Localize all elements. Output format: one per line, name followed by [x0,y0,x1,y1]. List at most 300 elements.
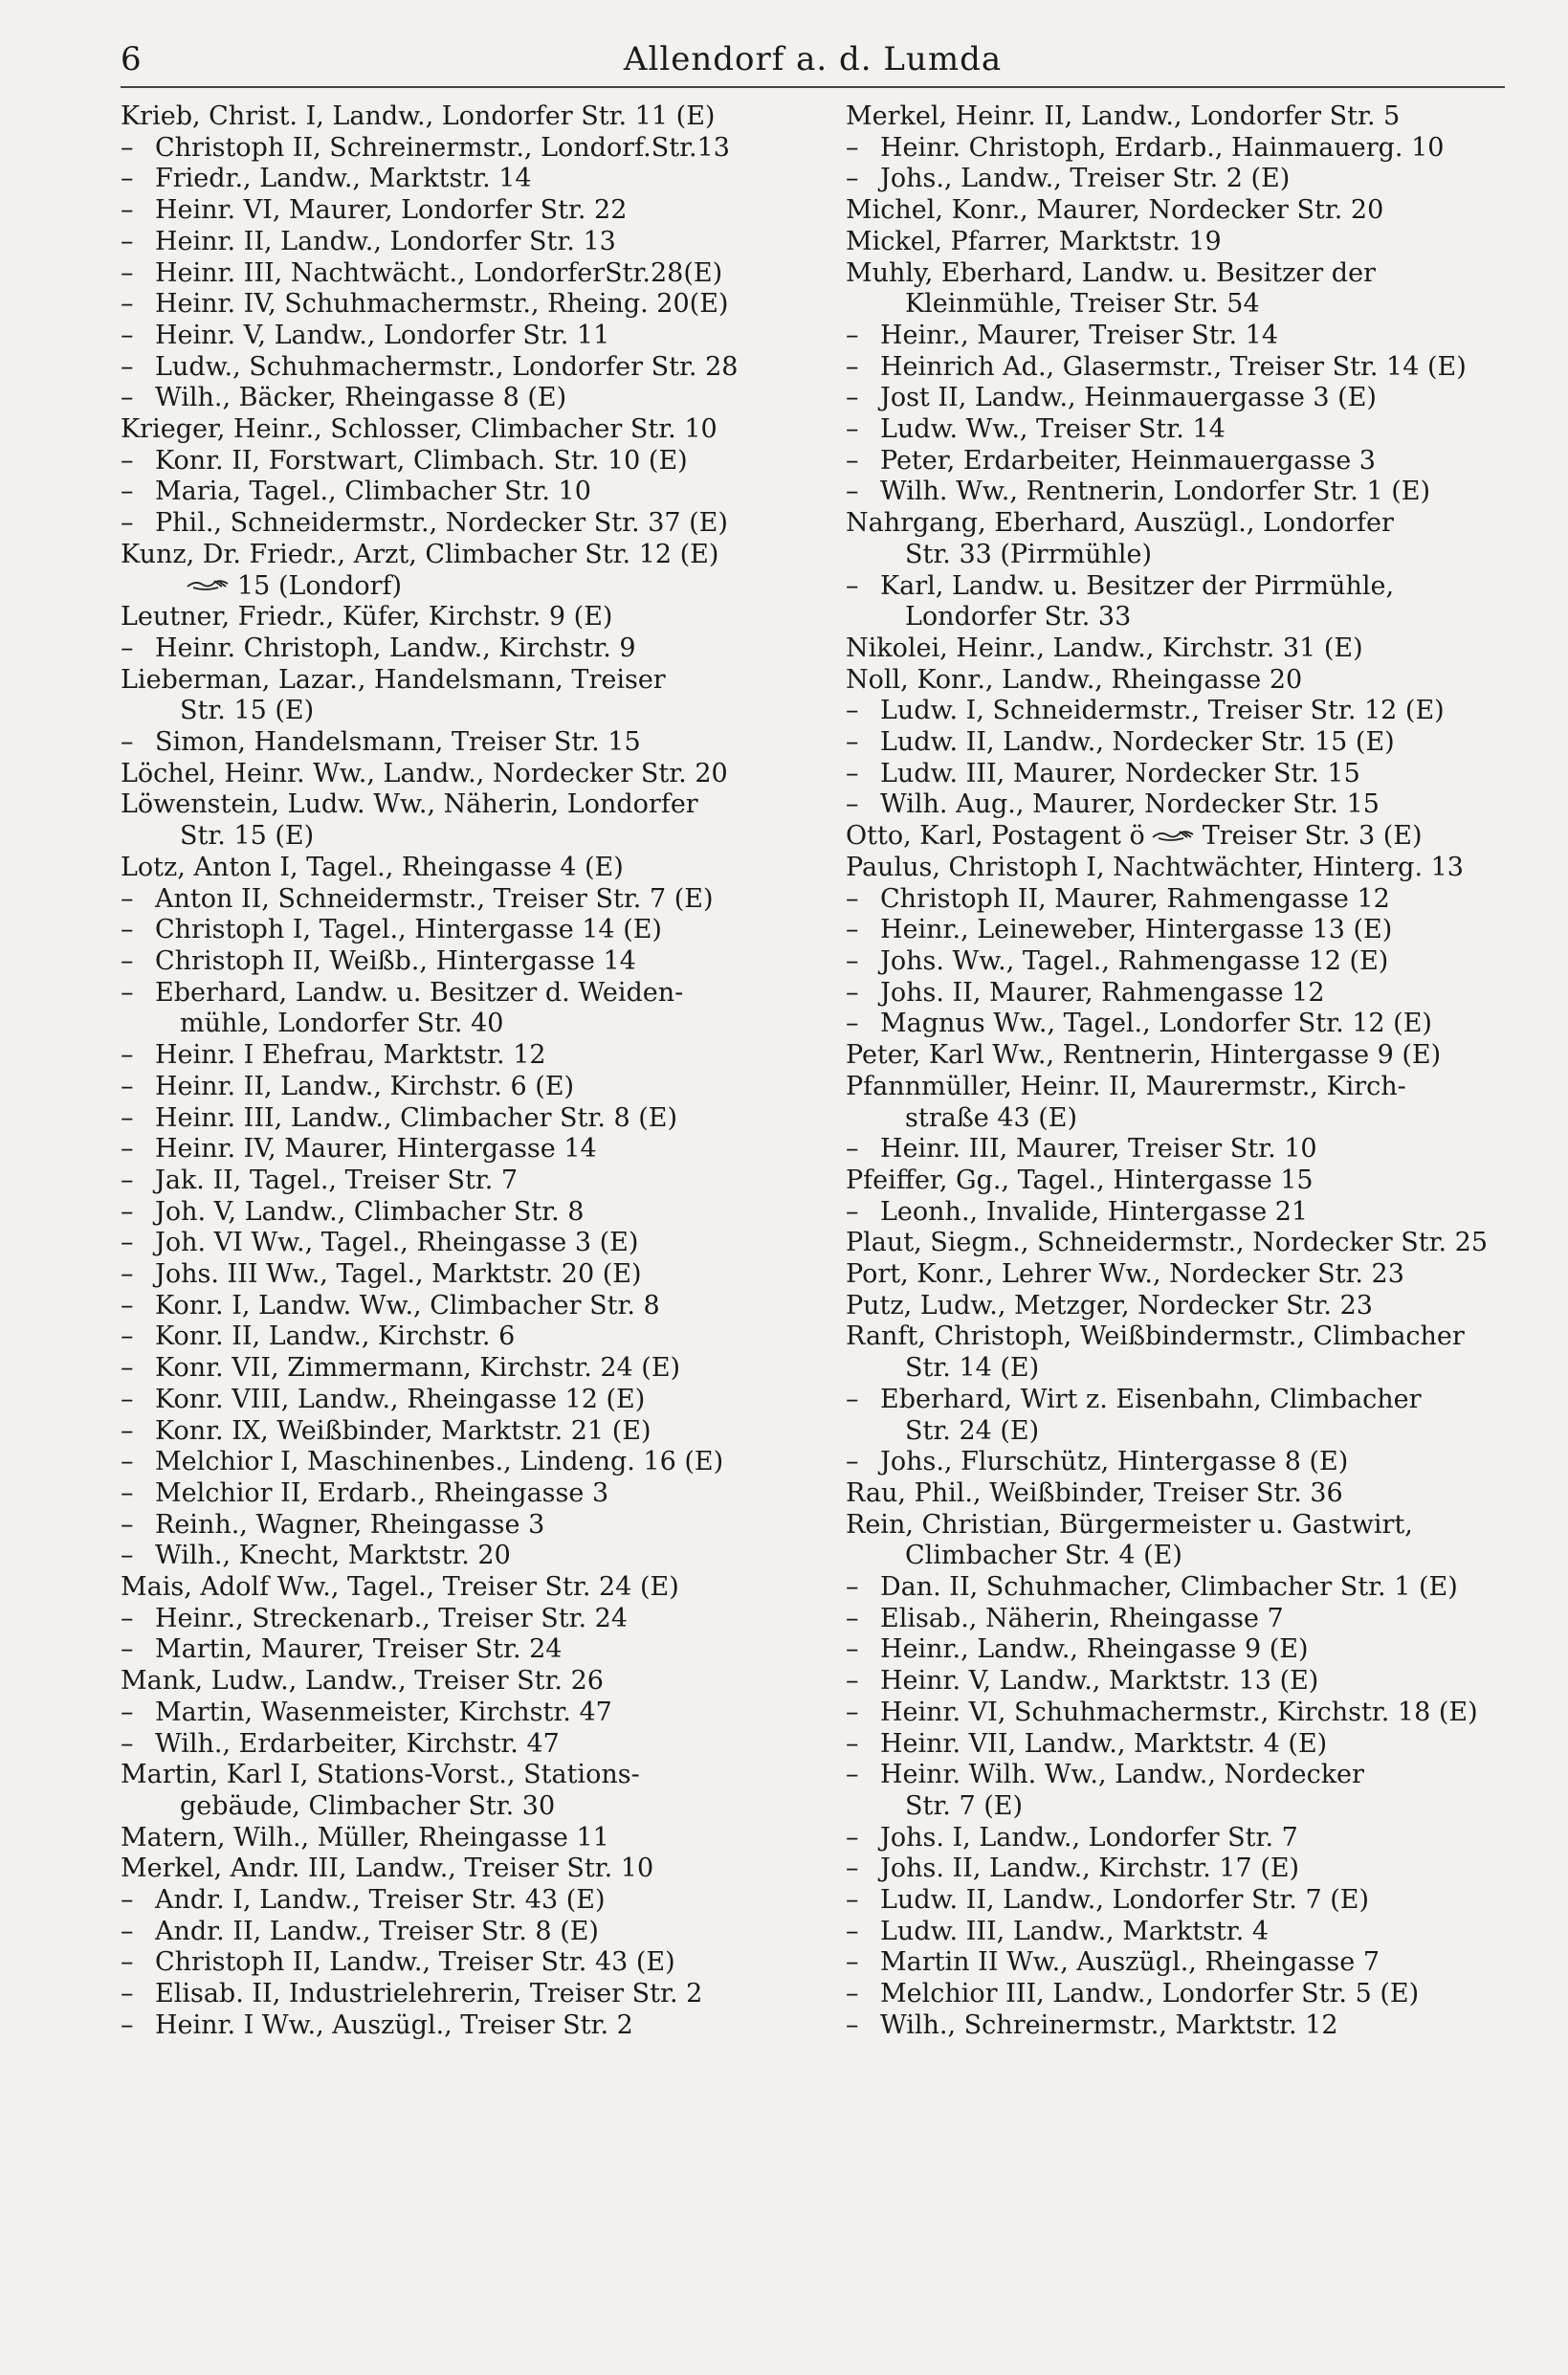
dash-mark: – [121,1353,134,1384]
entry-text: Johs. III Ww., Tagel., Marktstr. 20 (E) [155,1259,642,1290]
entry-text: Johs. I, Landw., Londorfer Str. 7 [880,1822,1298,1853]
entry-text: Joh. V, Landw., Climbacher Str. 8 [155,1196,585,1227]
entry-text: Str. 24 (E) [905,1415,1040,1446]
entry-text: Peter, Erdarbeiter, Heinmauergasse 3 [880,445,1376,476]
sub-entry [121,1134,790,1165]
sub-entry [121,1353,790,1385]
dash-mark: – [846,727,859,758]
dash-mark: – [846,1822,859,1853]
entry-text: Konr. IX, Weißbinder, Marktstr. 21 (E) [155,1415,651,1446]
entry-continuation [846,1103,1515,1135]
dash-mark: – [846,1572,859,1603]
sub-entry [121,383,790,414]
dash-mark: – [846,945,859,976]
sub-entry [846,696,1515,727]
entry-text: Heinr. Wilh. Ww., Landw., Nordecker [880,1760,1364,1790]
sub-entry [121,633,790,665]
dash-mark: – [846,1728,859,1759]
dash-mark: – [121,1885,134,1916]
dash-mark: – [846,1916,859,1946]
sub-entry [846,1729,1515,1761]
entry-text: Wilh., Schreinermstr., Marktstr. 12 [880,2009,1338,2040]
sub-entry [121,1729,790,1761]
entry [846,1228,1515,1259]
entry-text: Mickel, Pfarrer, Marktstr. 19 [846,226,1222,256]
sub-entry [121,258,790,290]
entry-text: Heinr. I Ww., Auszügl., Treiser Str. 2 [155,2009,633,2040]
entry [846,633,1515,665]
dash-mark: – [121,2009,134,2040]
dash-mark: – [121,226,134,256]
entry-text: Krieger, Heinr., Schlosser, Climbacher Str. 10 [121,414,718,445]
sub-entry [846,477,1515,508]
entry [846,1259,1515,1291]
entry-text: Heinr. II, Landw., Kirchstr. 6 (E) [155,1071,575,1101]
entry [121,665,790,697]
dash-mark: – [121,1384,134,1414]
entry-text: Muhly, Eberhard, Landw. u. Besitzer der [846,257,1376,288]
entry [121,414,790,446]
dash-mark: – [846,977,859,1008]
entry-text: Nikolei, Heinr., Landw., Kirchstr. 31 (E) [846,633,1363,663]
entry [121,1823,790,1854]
dash-mark: – [846,1885,859,1916]
entry [846,853,1515,884]
entry-text: Str. 15 (E) [180,821,315,852]
sub-entry [846,946,1515,978]
sub-entry [121,508,790,540]
entry-text: Ludw. Ww., Treiser Str. 14 [880,414,1226,445]
entry-text: Heinr. V, Landw., Londorfer Str. 11 [155,320,610,350]
sub-entry [121,1072,790,1103]
entry-text: Pfannmüller, Heinr. II, Maurermstr., Kirch- [846,1071,1406,1101]
dash-mark: – [121,195,134,226]
entry-text: Eberhard, Wirt z. Eisenbahn, Climbacher [880,1384,1422,1414]
entry-text: Merkel, Heinr. II, Landw., Londorfer Str. 5 [846,101,1401,131]
dash-mark: – [121,351,134,382]
entry [121,101,790,133]
entry-text: Ludw. II, Landw., Londorfer Str. 7 (E) [880,1885,1369,1916]
telephone-symbol-icon [1151,829,1195,842]
entry-text: Heinr. III, Maurer, Treiser Str. 10 [880,1134,1317,1165]
dash-mark: – [121,1071,134,1101]
entry-text: Heinrich Ad., Glasermstr., Treiser Str. 14 (E) [880,351,1467,382]
entry-text: Str. 7 (E) [905,1790,1023,1821]
entry-text: Rein, Christian, Bürgermeister u. Gastwirt, [846,1509,1413,1540]
dash-mark: – [846,1853,859,1884]
dash-mark: – [846,414,859,445]
entry-continuation [846,602,1515,633]
dash-mark: – [846,1134,859,1165]
sub-entry [846,915,1515,946]
dash-mark: – [121,1603,134,1633]
entry-text: Wilh., Bäcker, Rheingasse 8 (E) [155,383,567,413]
sub-entry [846,1698,1515,1729]
entry-continuation [846,1541,1515,1572]
sub-entry [121,1040,790,1072]
entry-text: Löwenstein, Ludw. Ww., Näherin, Londorfer [121,789,698,820]
entry-text-after: Treiser Str. 3 (E) [1202,821,1423,852]
entry-text: Martin, Wasenmeister, Kirchstr. 47 [155,1697,612,1727]
entry-text: Krieb, Christ. I, Landw., Londorfer Str. 11 (E) [121,101,716,131]
running-title: Allendorf a. d. Lumda [623,40,1003,78]
dash-mark: – [121,1728,134,1759]
dash-mark: – [121,508,134,539]
entry [121,540,790,571]
entry-text: Friedr., Landw., Marktstr. 14 [155,164,532,194]
entry-text: Andr. I, Landw., Treiser Str. 43 (E) [155,1885,606,1916]
entry-continuation [846,289,1515,321]
dash-mark: – [121,289,134,320]
entry-text: Heinr. VI, Maurer, Londorfer Str. 22 [155,195,628,226]
entry-text: Ranft, Christoph, Weißbindermstr., Climbacher [846,1321,1465,1352]
entry-text: Heinr. Christoph, Landw., Kirchstr. 9 [155,633,636,663]
entry-text: mühle, Londorfer Str. 40 [180,1009,504,1039]
sub-entry [846,978,1515,1010]
sub-entry [121,1885,790,1917]
entry-text: Ludw. III, Landw., Marktstr. 4 [880,1916,1270,1946]
sub-entry [846,1134,1515,1165]
dash-mark: – [121,883,134,914]
dash-mark: – [121,164,134,194]
dash-mark: – [846,758,859,788]
dash-mark: – [121,915,134,945]
sub-entry [121,1165,790,1197]
sub-entry [121,1510,790,1542]
entry-text: Eberhard, Landw. u. Besitzer d. Weiden- [155,977,684,1008]
dash-mark: – [121,1102,134,1133]
sub-entry [121,884,790,916]
entry-text: Merkel, Andr. III, Landw., Treiser Str. 10 [121,1853,654,1884]
entry [121,1853,790,1885]
sub-entry [846,1634,1515,1666]
dash-mark: – [846,1760,859,1790]
entry [846,227,1515,258]
sub-entry [121,195,790,227]
entry-text: Heinr. IV, Maurer, Hintergasse 14 [155,1134,597,1165]
dash-mark: – [846,445,859,476]
sub-entry [846,1917,1515,1948]
sub-entry [121,1416,790,1448]
entry-text: Paulus, Christoph I, Nachtwächter, Hinterg. 13 [846,852,1464,882]
sub-entry [121,1321,790,1353]
entry [121,789,790,821]
dash-mark: – [846,1196,859,1227]
telephone-symbol-icon [186,578,230,591]
sub-entry [846,1447,1515,1478]
sub-entry [846,884,1515,916]
dash-mark: – [121,1321,134,1352]
dash-mark: – [846,1666,859,1697]
sub-entry [846,1572,1515,1604]
entry-text: Matern, Wilh., Müller, Rheingasse 11 [121,1822,609,1853]
entry [846,1040,1515,1072]
dash-mark: – [121,945,134,976]
sub-entry [846,759,1515,790]
dash-mark: – [121,1697,134,1727]
entry-text: Heinr. V, Landw., Marktstr. 13 (E) [880,1666,1319,1697]
entry-text: Melchior II, Erdarb., Rheingasse 3 [155,1477,609,1508]
dash-mark: – [846,696,859,726]
sub-entry [846,383,1515,414]
dash-mark: – [121,727,134,758]
entry-text: Maria, Tagel., Climbacher Str. 10 [155,477,591,507]
sub-entry [121,446,790,477]
dash-mark: – [121,1634,134,1665]
dash-mark: – [121,1979,134,2009]
entry-text: Joh. VI Ww., Tagel., Rheingasse 3 (E) [155,1228,639,1258]
sub-entry [121,1228,790,1259]
entry-text: Climbacher Str. 4 (E) [905,1541,1182,1571]
entry-text: Martin II Ww., Auszügl., Rheingasse 7 [880,1947,1380,1978]
sub-entry [846,789,1515,821]
entry-continuation [121,1791,790,1823]
entry-text: Christoph II, Maurer, Rahmengasse 12 [880,883,1390,914]
entry-text: Magnus Ww., Tagel., Londorfer Str. 12 (E) [880,1009,1432,1039]
sub-entry [846,2010,1515,2042]
sub-entry [121,1197,790,1229]
sub-entry [121,1634,790,1666]
entry-text: Christoph II, Schreinermstr., Londorf.Str.13 [155,132,730,163]
sub-entry [846,321,1515,352]
dash-mark: – [121,1509,134,1540]
sub-entry [846,133,1515,165]
dash-mark: – [846,2009,859,2040]
entry-text: Rau, Phil., Weißbinder, Treiser Str. 36 [846,1477,1343,1508]
entry [846,508,1515,540]
dash-mark: – [121,257,134,288]
dash-mark: – [121,1196,134,1227]
entry-text: Leutner, Friedr., Küfer, Kirchstr. 9 (E) [121,602,613,633]
entry-text: Londorfer Str. 33 [905,602,1132,633]
sub-entry [846,446,1515,477]
sub-entry [121,1103,790,1135]
entry-text: Heinr. III, Landw., Climbacher Str. 8 (E) [155,1102,678,1133]
entry-text: Elisab., Näherin, Rheingasse 7 [880,1603,1284,1633]
sub-entry [121,1447,790,1478]
entry-text: Konr. II, Landw., Kirchstr. 6 [155,1321,516,1352]
dash-mark: – [846,883,859,914]
entry-text: Heinr. III, Nachtwächt., LondorferStr.28(E) [155,257,723,288]
sub-entry [121,1478,790,1510]
entry-text: Otto, Karl, Postagent ö [846,821,1145,852]
sub-entry [846,414,1515,446]
dash-mark: – [121,320,134,350]
entry-text: Johs. II, Maurer, Rahmengasse 12 [880,977,1325,1008]
sub-entry [846,1760,1515,1791]
dash-mark: – [121,132,134,163]
dash-mark: – [121,477,134,507]
entry [846,1072,1515,1103]
dash-mark: – [846,1697,859,1727]
entry-text: Heinr. I Ehefrau, Marktstr. 12 [155,1040,546,1071]
entry-text: Karl, Landw. u. Besitzer der Pirrmühle, [880,570,1395,601]
dash-mark: – [846,1384,859,1414]
dash-mark: – [121,1447,134,1477]
sub-entry [121,164,790,195]
sub-entry [121,321,790,352]
sub-entry [846,352,1515,384]
entry-text: Nahrgang, Eberhard, Auszügl., Londorfer [846,508,1394,539]
dash-mark: – [846,570,859,601]
entry-continuation [121,696,790,727]
entry [846,1510,1515,1542]
dash-mark: – [121,445,134,476]
sub-entry [121,1259,790,1291]
entry [846,258,1515,290]
dash-mark: – [121,1290,134,1321]
sub-entry [121,1979,790,2010]
entry-continuation [846,540,1515,571]
entry-text: Ludw. III, Maurer, Nordecker Str. 15 [880,758,1360,788]
entry [846,1165,1515,1197]
entry [121,853,790,884]
entry-text: Elisab. II, Industrielehrerin, Treiser Str. 2 [155,1979,703,2009]
entry [121,1572,790,1604]
entry-text: Anton II, Schneidermstr., Treiser Str. 7 (E) [155,883,714,914]
entry [121,759,790,790]
entry-text: Christoph II, Landw., Treiser Str. 43 (E) [155,1947,675,1978]
entry-continuation [121,1009,790,1040]
dash-mark: – [846,1634,859,1665]
entry [846,665,1515,697]
sub-entry [121,1541,790,1572]
dash-mark: – [846,164,859,194]
entry-text: Lieberman, Lazar., Handelsmann, Treiser [121,664,666,695]
entry-text: Heinr., Landw., Rheingasse 9 (E) [880,1634,1309,1665]
page-number: 6 [121,40,142,78]
sub-entry [846,1853,1515,1885]
entry-text: Ludw. I, Schneidermstr., Treiser Str. 12 (E) [880,696,1445,726]
sub-entry [121,727,790,759]
entry [846,1478,1515,1510]
entry-text: Kunz, Dr. Friedr., Arzt, Climbacher Str. 12 (E) [121,539,719,569]
entry-text: Konr. VIII, Landw., Rheingasse 12 (E) [155,1384,646,1414]
entry-text: Jost II, Landw., Heinmauergasse 3 (E) [880,383,1377,413]
dash-mark: – [121,1916,134,1946]
entry-continuation [846,1791,1515,1823]
dash-mark: – [121,383,134,413]
entry-text: Andr. II, Landw., Treiser Str. 8 (E) [155,1916,599,1946]
dash-mark: – [846,1603,859,1633]
entry-text: Noll, Konr., Landw., Rheingasse 20 [846,664,1303,695]
entry-continuation [846,1416,1515,1448]
sub-entry [121,1291,790,1322]
page-header [121,33,1505,88]
entry [846,1321,1515,1353]
sub-entry [121,1604,790,1635]
sub-entry [846,1947,1515,1979]
entry-text: Heinr., Leineweber, Hintergasse 13 (E) [880,915,1393,945]
entry-text: Ludw. II, Landw., Nordecker Str. 15 (E) [880,727,1395,758]
sub-entry [846,1885,1515,1917]
sub-entry [846,571,1515,603]
entry-text: Wilh., Erdarbeiter, Kirchstr. 47 [155,1728,560,1759]
entry-text: Melchior III, Landw., Londorfer Str. 5 (E) [880,1979,1420,2009]
sub-entry [121,352,790,384]
dash-mark: – [846,1009,859,1039]
entry-text: Simon, Handelsmann, Treiser Str. 15 [155,727,641,758]
entry-text: Ludw., Schuhmachermstr., Londorfer Str. 28 [155,351,739,382]
entry-text: Wilh., Knecht, Marktstr. 20 [155,1541,511,1571]
entry-continuation [121,571,790,603]
entry-text: Heinr., Streckenarb., Treiser Str. 24 [155,1603,629,1633]
sub-entry [846,1197,1515,1229]
entry-text: Mais, Adolf Ww., Tagel., Treiser Str. 24 (E) [121,1572,679,1603]
entry-text: Heinr. Christoph, Erdarb., Hainmauerg. 10 [880,132,1445,163]
entry-text: Christoph I, Tagel., Hintergasse 14 (E) [155,915,662,945]
sub-entry [121,978,790,1010]
dash-mark: – [121,1040,134,1071]
entry-text: Mank, Ludw., Landw., Treiser Str. 26 [121,1666,604,1697]
entry-text: Phil., Schneidermstr., Nordecker Str. 37 (E) [155,508,728,539]
entry-text: Johs. II, Landw., Kirchstr. 17 (E) [880,1853,1300,1884]
entry-text: Dan. II, Schuhmacher, Climbacher Str. 1 (E) [880,1572,1458,1603]
entry-text: Heinr. IV, Schuhmachermstr., Rheing. 20(E) [155,289,729,320]
sub-entry [121,1385,790,1416]
entry-text: Löchel, Heinr. Ww., Landw., Nordecker Str. 20 [121,758,728,788]
dash-mark: – [121,1947,134,1978]
entry-text: Wilh. Aug., Maurer, Nordecker Str. 15 [880,789,1380,820]
entry-text: Michel, Konr., Maurer, Nordecker Str. 20 [846,195,1384,226]
left-column [121,101,790,2042]
dash-mark: – [846,383,859,413]
sub-entry [846,727,1515,759]
sub-entry [121,915,790,946]
entry-text: Heinr. VII, Landw., Marktstr. 4 (E) [880,1728,1328,1759]
entry-text: Kleinmühle, Treiser Str. 54 [905,289,1260,320]
entry-text: Pfeiffer, Gg., Tagel., Hintergasse 15 [846,1165,1314,1195]
sub-entry [846,164,1515,195]
sub-entry [121,946,790,978]
entry-text: Port, Konr., Lehrer Ww., Nordecker Str. 23 [846,1259,1404,1290]
sub-entry [846,1385,1515,1416]
entry-text: gebäude, Climbacher Str. 30 [180,1790,556,1821]
right-column [846,101,1515,2042]
entry-text: Str. 33 (Pirrmühle) [905,539,1153,569]
dash-mark: – [846,351,859,382]
dash-mark: – [121,1165,134,1195]
dash-mark: – [121,1415,134,1446]
entry-text: Reinh., Wagner, Rheingasse 3 [155,1509,545,1540]
entry [846,101,1515,133]
sub-entry [121,289,790,321]
entry-text: Putz, Ludw., Metzger, Nordecker Str. 23 [846,1290,1373,1321]
entry-text: Konr. II, Forstwart, Climbach. Str. 10 (E) [155,445,688,476]
sub-entry [846,1666,1515,1698]
entry-continuation [121,821,790,853]
entry-text: Konr. VII, Zimmermann, Kirchstr. 24 (E) [155,1353,681,1384]
dash-mark: – [846,477,859,507]
entry-text: Str. 14 (E) [905,1353,1040,1384]
sub-entry [846,1009,1515,1040]
entry-text: straße 43 (E) [905,1102,1078,1133]
dash-mark: – [846,132,859,163]
entry [846,195,1515,227]
sub-entry [121,133,790,165]
sub-entry [121,1917,790,1948]
entry-text: Peter, Karl Ww., Rentnerin, Hintergasse 9 (E) [846,1040,1442,1071]
entry-text: Martin, Maurer, Treiser Str. 24 [155,1634,563,1665]
entry-text: Johs. Ww., Tagel., Rahmengasse 12 (E) [880,945,1389,976]
dash-mark: – [121,977,134,1008]
entry-text: Jak. II, Tagel., Treiser Str. 7 [155,1165,519,1195]
entry-text: Heinr. VI, Schuhmachermstr., Kirchstr. 18 (E) [880,1697,1478,1727]
entry-continuation [846,1353,1515,1385]
entry-text: Johs., Flurschütz, Hintergasse 8 (E) [880,1447,1349,1477]
sub-entry [121,2010,790,2042]
dash-mark: – [846,320,859,350]
